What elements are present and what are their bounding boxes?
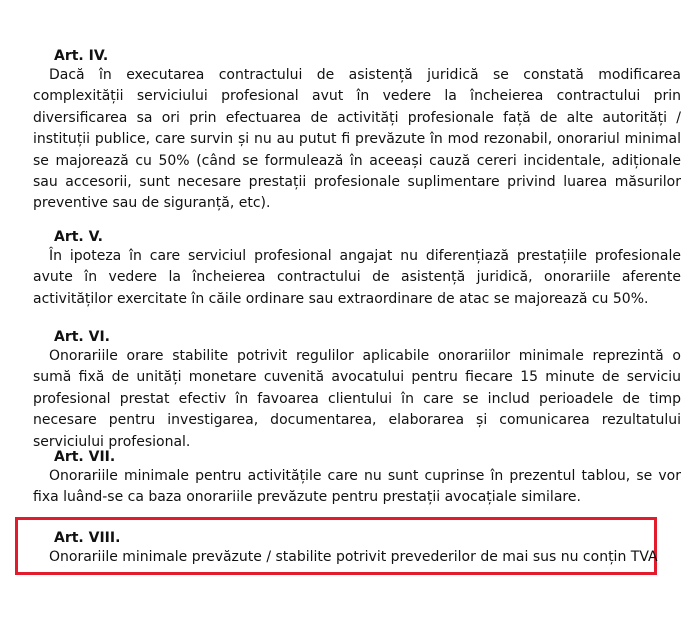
article-title: Art. IV. (54, 48, 109, 64)
article-title: Art. VI. (54, 329, 110, 345)
article-iv (33, 47, 681, 215)
article-v (33, 228, 681, 310)
article-vi (33, 328, 681, 453)
article-title: Art. VII. (54, 449, 116, 465)
article-body: Onorariile minimale prevăzute / stabilite potrivit prevederilor de mai sus nu conțin TVA (49, 549, 658, 565)
article-viii (33, 529, 681, 568)
article-body: Onorariile orare stabilite potrivit regulilor aplicabile onorariilor minimale reprezintă o sumă fixă de unități monetare cuvenită avocatului pentru fiecare 15 minute de serviciu profesional prestat efectiv în favoarea clientului în care se includ perioadele de timp necesare pentru investigarea, documentarea, elaborarea și comunicarea rezultatului serviciului profesional. (33, 348, 681, 450)
article-title: Art. V. (54, 229, 103, 245)
article-body: În ipoteza în care serviciul profesional angajat nu diferențiază prestațiile profesionale avute în vedere la încheierea contractului de asistență juridică, onorariile aferente activităților exercitate în căile ordinare sau extraordinare de atac se majorează cu 50%. (33, 248, 681, 307)
article-body: Onorariile minimale pentru activitățile care nu sunt cuprinse în prezentul tablou, se vor fixa luând-se ca baza onorariile prevăzute pentru prestații avocațiale similare. (33, 468, 681, 506)
article-vii (33, 448, 681, 509)
article-body: Dacă în executarea contractului de asistență juridică se constată modificarea complexității serviciului profesional avut în vedere la încheierea contractului prin diversificarea sa ori prin efectuarea de activități profesionale față de alte autorități / instituții publice, care survin și nu au putut fi prevăzute în mod rezonabil, onorariul minimal se majorează cu 50% (când se formulează în aceeași cauză cereri incidentale, adiționale sau accesorii, sunt necesare prestații profesionale suplimentare privind luarea măsurilor preventive sau de siguranță, etc). (33, 67, 681, 212)
article-title: Art. VIII. (54, 530, 121, 546)
